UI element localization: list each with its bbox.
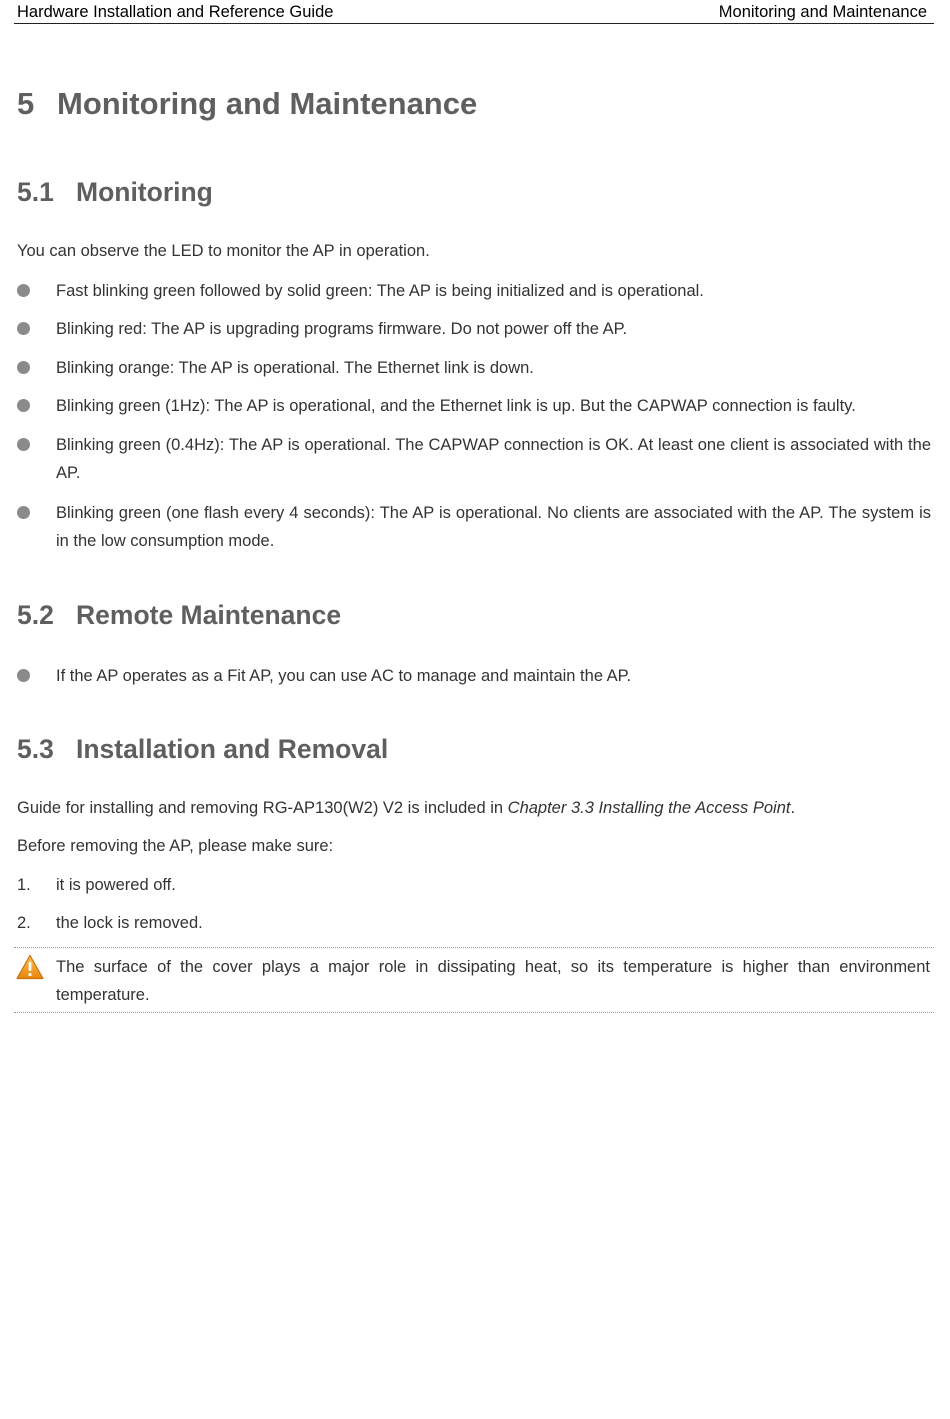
bullet-text: If the AP operates as a Fit AP, you can use AC to manage and maintain the AP.	[56, 667, 632, 685]
section-title: Installation and Removal	[76, 734, 389, 764]
step-text: it is powered off.	[56, 876, 176, 894]
caution-note	[14, 947, 934, 1013]
guide-period: .	[790, 799, 796, 817]
led-bullet-item	[17, 277, 931, 305]
installation-guide-paragraph	[17, 794, 795, 822]
section-number: 5.1	[17, 177, 54, 207]
monitoring-intro: You can observe the LED to monitor the AP in operation.	[17, 242, 430, 260]
bullet-icon	[17, 284, 30, 297]
page-header	[14, 0, 934, 24]
numbered-step	[17, 871, 176, 899]
bullet-text: Blinking orange: The AP is operational. The Ethernet link is down.	[56, 359, 534, 377]
chapter-title: Monitoring and Maintenance	[57, 86, 478, 121]
led-bullet-item	[17, 499, 931, 555]
section-heading-installation	[17, 734, 388, 765]
bullet-icon	[17, 438, 30, 451]
bullet-icon	[17, 506, 30, 519]
chapter-heading	[17, 86, 477, 122]
led-bullet-item	[17, 431, 931, 487]
remote-bullet-item	[17, 662, 931, 690]
bullet-text: Blinking red: The AP is upgrading programs firmware. Do not power off the AP.	[56, 320, 628, 338]
chapter-reference: Chapter 3.3 Installing the Access Point	[507, 799, 791, 817]
bullet-text: Fast blinking green followed by solid green: The AP is being initialized and is operational.	[56, 282, 704, 300]
chapter-number: 5	[17, 86, 35, 121]
header-chapter-title: Monitoring and Maintenance	[718, 3, 927, 21]
section-title: Monitoring	[76, 177, 213, 207]
step-number: 1.	[17, 876, 31, 894]
section-heading-remote-maintenance	[17, 600, 341, 631]
bullet-icon	[17, 399, 30, 412]
caution-text: The surface of the cover plays a major role in dissipating heat, so its temperature is higher than environment temperature.	[56, 958, 930, 1004]
header-doc-title: Hardware Installation and Reference Guide	[17, 3, 334, 21]
guide-text: Guide for installing and removing RG-AP130(W2) V2 is included in	[17, 799, 508, 817]
section-title: Remote Maintenance	[76, 600, 342, 630]
led-bullet-item	[17, 392, 931, 420]
bullet-text: Blinking green (one flash every 4 seconds): The AP is operational. No clients are associated with the AP. The system is in the low consumption mode.	[56, 504, 931, 550]
bullet-icon	[17, 322, 30, 335]
led-bullet-item	[17, 315, 931, 343]
section-number: 5.2	[17, 600, 54, 630]
warning-icon	[16, 954, 44, 980]
bullet-text: Blinking green (1Hz): The AP is operational, and the Ethernet link is up. But the CAPWAP connection is faulty.	[56, 397, 856, 415]
step-text: the lock is removed.	[56, 914, 203, 932]
section-heading-monitoring	[17, 177, 213, 208]
bullet-icon	[17, 361, 30, 374]
section-number: 5.3	[17, 734, 54, 764]
bullet-icon	[17, 669, 30, 682]
bullet-text: Blinking green (0.4Hz): The AP is operational. The CAPWAP connection is OK. At least one client is associated with the AP.	[56, 436, 931, 482]
before-removing-text: Before removing the AP, please make sure:	[17, 837, 334, 855]
step-number: 2.	[17, 914, 31, 932]
led-bullet-item	[17, 354, 931, 382]
numbered-step	[17, 909, 203, 937]
